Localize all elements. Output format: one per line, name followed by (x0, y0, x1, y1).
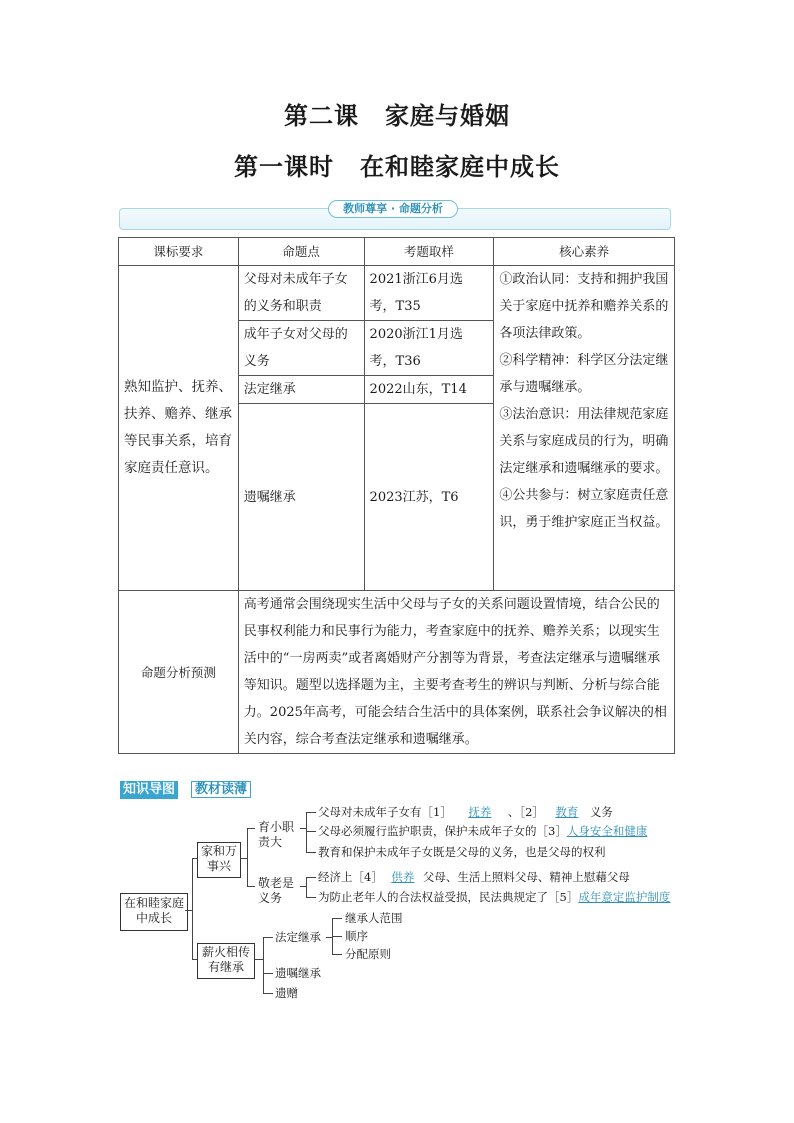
sub-node-bequest: 遗赠 (275, 986, 298, 1000)
period-topic: 在和睦家庭中成长 (360, 153, 560, 181)
answer-blank-4: 供养 (391, 870, 415, 884)
leaf-text: 教育和保护未成年子女既是父母的义务，也是父母的权利 (318, 845, 606, 859)
branch-label: 家和万事兴 (200, 844, 237, 873)
lesson-number: 第二课 (284, 102, 359, 130)
header-cell: 课标要求 (119, 238, 239, 266)
connector (263, 993, 273, 994)
sample-cell: 2021浙江6月选考，T35 (364, 266, 494, 321)
leaf-order: 顺序 (345, 929, 368, 943)
leaf-text: 经济上［4］ (318, 870, 383, 884)
header-cell: 核心素养 (494, 238, 675, 266)
connector (247, 828, 248, 886)
literacy-item: ①政治认同：支持和拥护我国关于家庭中抚养和赡养关系的各项法律政策。 (499, 272, 669, 341)
forecast-label: 命题分析预测 (119, 591, 239, 754)
leaf-duty-1 (318, 804, 613, 820)
branch-label: 薪火相传有继承 (201, 945, 250, 974)
connector (254, 959, 263, 960)
sample-cell: 2022山东，T14 (364, 376, 494, 404)
connector (247, 828, 255, 829)
answer-blank-5: 成年意定监护制度 (578, 890, 671, 904)
sample-cell: 2023江苏，T6 (364, 404, 494, 591)
period-title (0, 147, 794, 182)
connector (306, 812, 307, 852)
root-label: 在和睦家庭中成长 (123, 896, 184, 925)
table-row (119, 591, 675, 754)
leaf-text: 父母、生活上照料父母、精神上慰藉父母 (422, 870, 630, 884)
requirement-cell: 熟知监护、抚养、扶养、赡养、继承等民事关系，培育家庭责任意识。 (119, 266, 239, 591)
leaf-text: 、［2］ (507, 805, 544, 819)
sub-node-elders (258, 876, 298, 906)
point-cell: 法定继承 (238, 376, 364, 404)
period-number: 第一课时 (234, 153, 334, 181)
answer-blank-1: 抚养 (468, 805, 492, 819)
node-label: 育小职责大 (258, 820, 295, 849)
banner-label: 教师尊享 · 命题分析 (328, 200, 458, 218)
leaf-duty-3 (318, 844, 606, 860)
literacy-item: ②科学精神：科学区分法定继承与遗嘱继承。 (499, 353, 669, 395)
header-cell: 考题取样 (364, 238, 494, 266)
connector (263, 937, 264, 993)
leaf-text: 为防止老年人的合法权益受损，民法典规定了［5］ (318, 890, 579, 904)
answer-blank-3: 人身安全和健康 (566, 824, 648, 838)
connector (306, 897, 316, 898)
connector (185, 910, 192, 911)
leaf-text: 父母对未成年子女有［1］ (318, 805, 452, 819)
connector (306, 852, 316, 853)
leaf-duty-2 (318, 823, 647, 839)
point-cell: 遗嘱继承 (238, 404, 364, 591)
leaf-elder-1 (318, 869, 630, 885)
sub-node-will: 遗嘱继承 (275, 966, 321, 980)
literacy-item: ④公共参与：树立家庭责任意识，勇于维护家庭正当权益。 (499, 488, 669, 530)
map-root (120, 893, 188, 931)
table-row (119, 266, 675, 321)
sub-node-statutory (275, 929, 321, 945)
sample-cell: 2020浙江1月选考，T36 (364, 321, 494, 376)
point-cell: 父母对未成年子女的义务和职责 (238, 266, 364, 321)
connector (332, 918, 342, 919)
leaf-heirs: 继承人范围 (345, 911, 403, 925)
branch-inheritance (197, 943, 255, 979)
branch-family-harmony (197, 842, 241, 878)
point-cell: 成年子女对父母的义务 (238, 321, 364, 376)
table-header-row (119, 238, 675, 266)
lesson-topic: 家庭与婚姻 (385, 102, 510, 130)
node-label: 敬老是义务 (258, 876, 295, 905)
connector (332, 954, 342, 955)
connector (192, 858, 193, 959)
forecast-text: 高考通常会围绕现实生活中父母与子女的关系问题设置情境，结合公民的民事权利能力和民事行为能力，考查家庭中的抚养、赡养关系；以现实生活中的“一房两卖”或者离婚财产分割等为背景，考查法定继承与遗嘱继承等知识。题型以选择题为主，主要考查考生的辨识与判断、分析与综合能力。2025年高考，可能会结合生活中的具体案例，联系社会争议解决的相关内容，综合考查法定继承和遗嘱继承。 (238, 591, 674, 754)
literacy-cell (494, 266, 675, 591)
analysis-table (118, 237, 675, 754)
connector (332, 936, 342, 937)
node-label: 法定继承 (275, 930, 321, 944)
lesson-title (0, 96, 794, 131)
connector (247, 886, 255, 887)
connector (263, 937, 273, 938)
header-cell: 命题点 (238, 238, 364, 266)
knowledge-map-tag: 知识导图 (120, 781, 178, 799)
leaf-text: 义务 (589, 805, 613, 819)
answer-blank-2: 教育 (555, 805, 579, 819)
leaf-distribution: 分配原则 (345, 947, 391, 961)
textbook-tag: 教材读薄 (191, 781, 251, 798)
leaf-elder-2 (318, 889, 670, 905)
connector (306, 877, 316, 878)
connector (306, 812, 316, 813)
leaf-text: 父母必须履行监护职责，保护未成年子女的［3］ (318, 824, 567, 838)
literacy-item: ③法治意识：用法律规范家庭关系与家庭成员的行为，明确法定继承和遗嘱继承的要求。 (499, 407, 669, 476)
connector (263, 973, 273, 974)
sub-node-raising (258, 820, 298, 850)
connector (306, 831, 316, 832)
connector (306, 877, 307, 897)
connector (240, 858, 247, 859)
